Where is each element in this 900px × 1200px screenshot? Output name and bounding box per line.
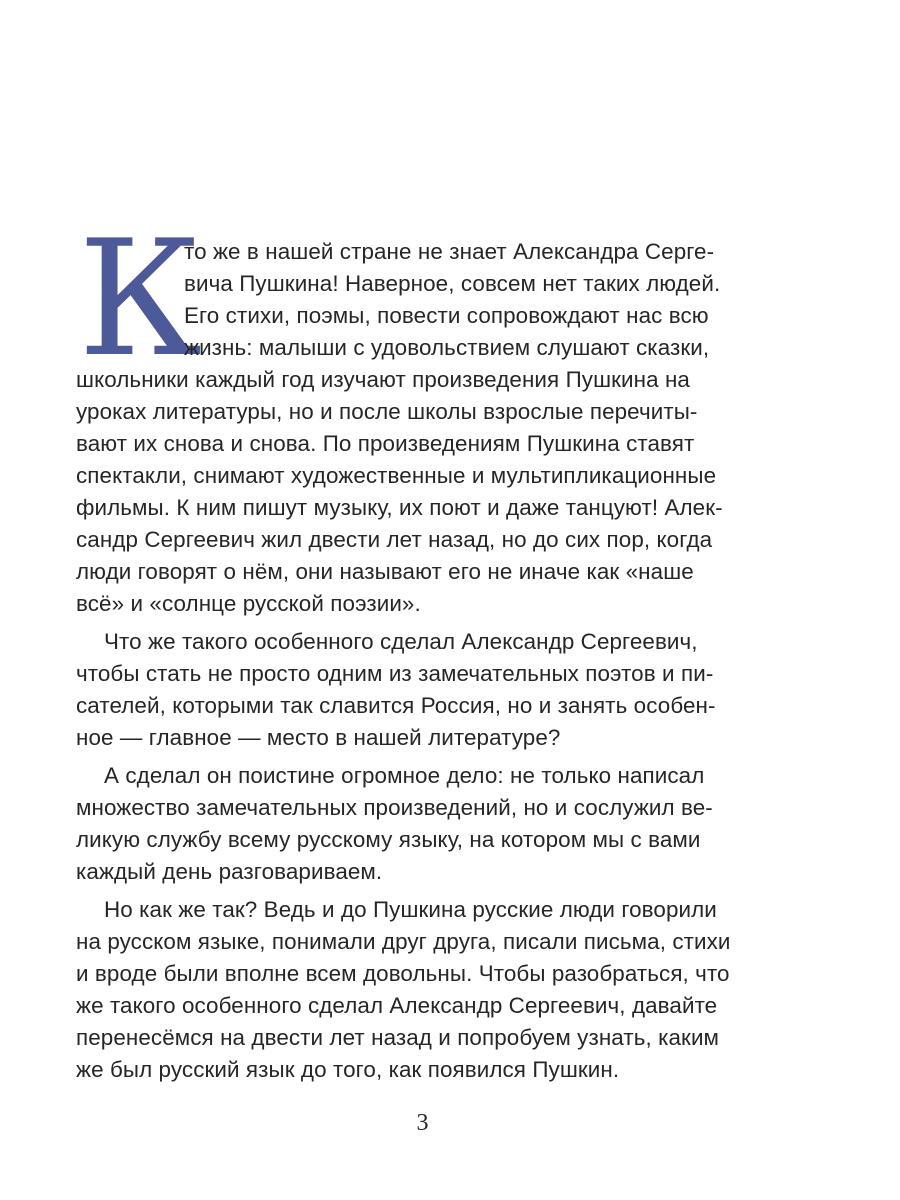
paragraph-3-line-1: А сделал он поистине огромное дело: не только написал — [104, 763, 705, 788]
paragraph-2-line-3: сателей, которыми так славится Россия, но и занять особен- — [76, 693, 716, 718]
paragraph-2-line-1: Что же такого особенного сделал Александр Сергеевич, — [104, 629, 698, 654]
paragraph-4-line-6: же был русский язык до того, как появился Пушкин. — [76, 1057, 620, 1082]
paragraph-4-line-5: перенесёмся на двести лет назад и попробуем узнать, каким — [76, 1025, 720, 1050]
paragraph-4-line-2: на русском языке, понимали друг друга, писали письма, стихи — [76, 929, 731, 954]
paragraph-4-line-4: же такого особенного сделал Александр Сергеевич, давайте — [76, 993, 718, 1018]
paragraph-3-line-4: каждый день разговариваем. — [76, 859, 383, 884]
paragraph-1-line-8: спектакли, снимают художественные и мультипликационные — [76, 463, 717, 488]
paragraph-2-line-4: ное — главное — место в нашей литературе? — [76, 725, 561, 750]
paragraph-3-line-3: ликую службу всему русскому языку, на котором мы с вами — [76, 827, 701, 852]
paragraph-1-line-5: школьники каждый год изучают произведения Пушкина на — [76, 367, 690, 392]
paragraph-1-line-10: сандр Сергеевич жил двести лет назад, но до сих пор, когда — [76, 527, 713, 552]
paragraph-4-line-3: и вроде были вполне всем довольны. Чтобы разобраться, что — [76, 961, 730, 986]
page-number: 3 — [416, 1110, 429, 1136]
paragraph-3-line-2: множество замечательных произведений, но и сослужил ве- — [76, 795, 713, 820]
paragraph-1-line-7: вают их снова и снова. По произведениям Пушкина ставят — [76, 431, 695, 456]
paragraph-1-line-2: вича Пушкина! Наверное, совсем нет таких людей. — [184, 271, 721, 296]
paragraph-2-line-2: чтобы стать не просто одним из замечательных поэтов и пи- — [76, 661, 714, 686]
paragraph-4-line-1: Но как же так? Ведь и до Пушкина русские люди говорили — [104, 897, 717, 922]
paragraph-1-line-12: всё» и «солнце русской поэзии». — [76, 591, 421, 616]
drop-cap: К — [78, 205, 202, 392]
paragraph-1-line-9: фильмы. К ним пишут музыку, их поют и даже танцуют! Алек- — [76, 495, 723, 520]
paragraph-1-line-6: уроках литературы, но и после школы взрослые перечиты- — [76, 399, 698, 424]
paragraph-1-line-11: люди говорят о нём, они называют его не иначе как «наше — [76, 559, 694, 584]
paragraph-1-line-1: то же в нашей стране не знает Александра Серге- — [184, 239, 715, 264]
paragraph-1-line-4: жизнь: малыши с удовольствием слушают сказки, — [184, 335, 710, 360]
paragraph-1-line-3: Его стихи, поэмы, повести сопровождают нас всю — [184, 303, 709, 328]
